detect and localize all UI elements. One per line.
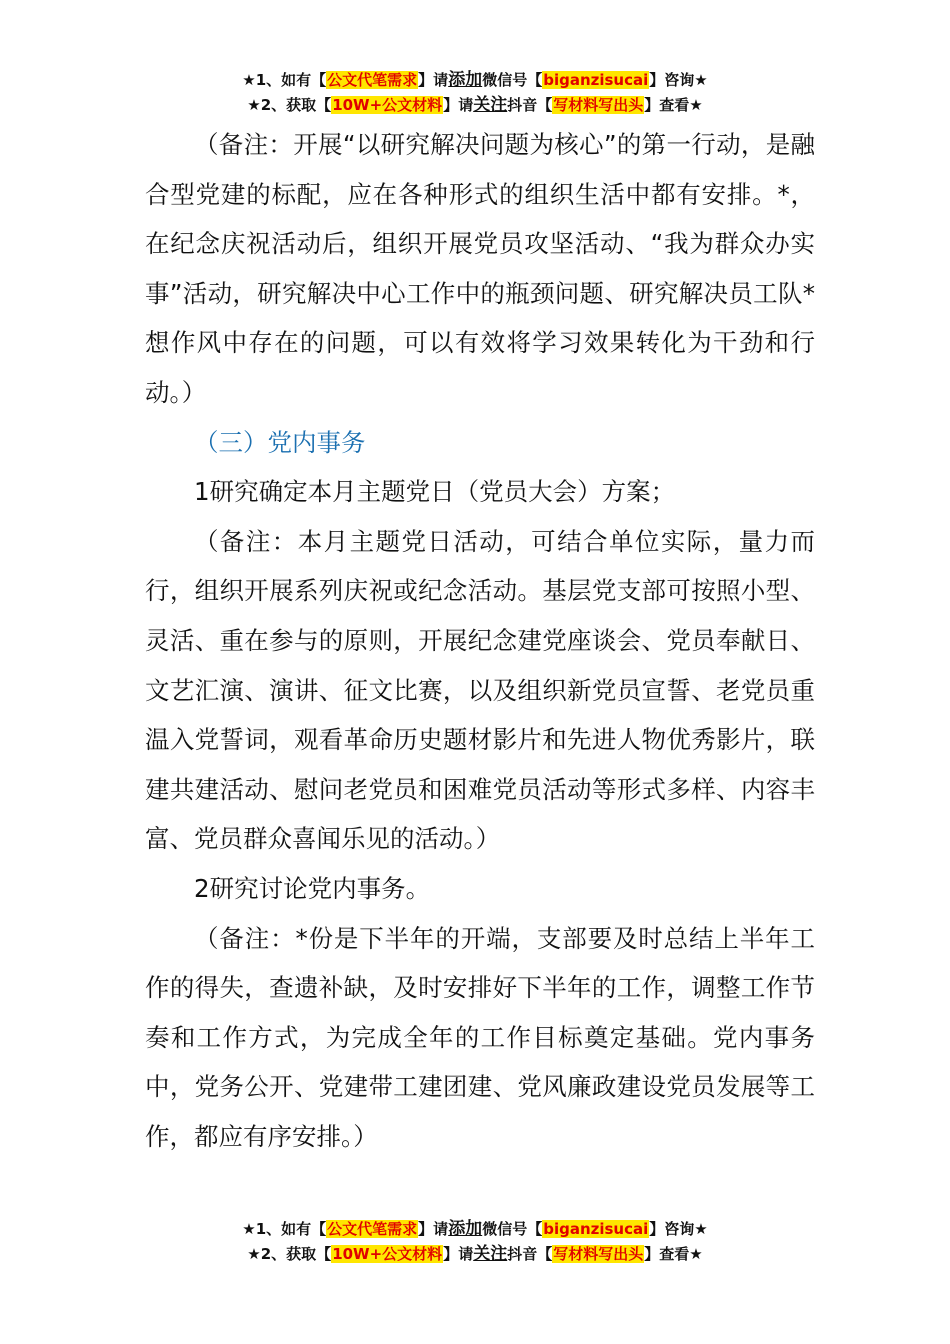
douyin-highlight: 写材料写出头 [553, 96, 644, 114]
wechat-id-highlight: biganzisucai [543, 71, 649, 89]
promo-underline: 关注 [473, 1244, 508, 1264]
promo-text: 】请 [443, 1245, 474, 1263]
douyin-highlight: 写材料写出头 [553, 1245, 644, 1263]
paragraph-note-3: （备注：*份是下半年的开端，支部要及时总结上半年工作的得失，查遗补缺，及时安排好下半年的工作，调整工作节奏和工作方式，为完成全年的工作目标奠定基础。党内事务中，党务公开、党建带工建团建、党风廉政建设党员发展等工作，都应有序安排。） [145, 923, 815, 1151]
promo-banner-bottom [0, 1217, 950, 1267]
paragraph-note-2: （备注：本月主题党日活动，可结合单位实际，量力而行，组织开展系列庆祝或纪念活动。基层党支部可按照小型、灵活、重在参与的原则，开展纪念建党座谈会、党员奉献日、文艺汇演、演讲、征文比赛，以及组织新党员宣誓、老党员重温入党誓词，观看革命历史题材影片和先进人物优秀影片，联建共建活动、慰问老党员和困难党员活动等形式多样、内容丰富、党员群众喜闻乐见的活动。） [145, 526, 815, 854]
promo-line-1 [0, 1217, 950, 1242]
promo-text: 】咨询★ [649, 71, 708, 89]
promo-highlight: 公文代笔需求 [327, 71, 418, 89]
promo-highlight: 公文代笔需求 [327, 1220, 418, 1238]
promo-text: 抖音【 [507, 96, 553, 114]
promo-text: 微信号【 [482, 71, 543, 89]
wechat-id-highlight: biganzisucai [543, 1220, 649, 1238]
promo-highlight: 10W+公文材料 [332, 96, 443, 114]
promo-text: 】请 [418, 1220, 449, 1238]
star-icon: ★ [247, 1245, 261, 1263]
promo-underline: 添加 [448, 70, 483, 90]
paragraph-item-2: 2研究讨论党内事务。 [194, 873, 431, 903]
star-icon: ★ [242, 1220, 256, 1238]
promo-text: 1、如有【 [255, 1220, 327, 1238]
promo-text: 】请 [418, 71, 449, 89]
promo-text: 】咨询★ [649, 1220, 708, 1238]
promo-line-2 [0, 93, 950, 118]
promo-text: 2、获取【 [260, 1245, 332, 1263]
promo-underline: 添加 [448, 1219, 483, 1239]
promo-banner-top [0, 68, 950, 118]
paragraph-note-1: （备注：开展“以研究解决问题为核心”的第一行动，是融合型党建的标配，应在各种形式的组织生活中都有安排。*，在纪念庆祝活动后，组织开展党员攻坚活动、“我为群众办实事”活动，研究解决中心工作中的瓶颈问题、研究解决员工队*想作风中存在的问题，可以有效将学习效果转化为干劲和行动。） [145, 130, 815, 407]
promo-text: 】查看★ [644, 96, 703, 114]
star-icon: ★ [247, 96, 261, 114]
promo-text: 微信号【 [482, 1220, 543, 1238]
star-icon: ★ [242, 71, 256, 89]
promo-highlight: 10W+公文材料 [332, 1245, 443, 1263]
document-body [145, 120, 815, 1161]
promo-text: 2、获取【 [260, 96, 332, 114]
promo-line-1 [0, 68, 950, 93]
promo-text: 1、如有【 [255, 71, 327, 89]
promo-underline: 关注 [473, 95, 508, 115]
promo-text: 】请 [443, 96, 474, 114]
promo-line-2 [0, 1242, 950, 1267]
paragraph-item-1: 1研究确定本月主题党日（党员大会）方案； [194, 477, 676, 507]
section-heading: （三）党内事务 [194, 427, 366, 457]
promo-text: 抖音【 [507, 1245, 553, 1263]
promo-text: 】查看★ [644, 1245, 703, 1263]
